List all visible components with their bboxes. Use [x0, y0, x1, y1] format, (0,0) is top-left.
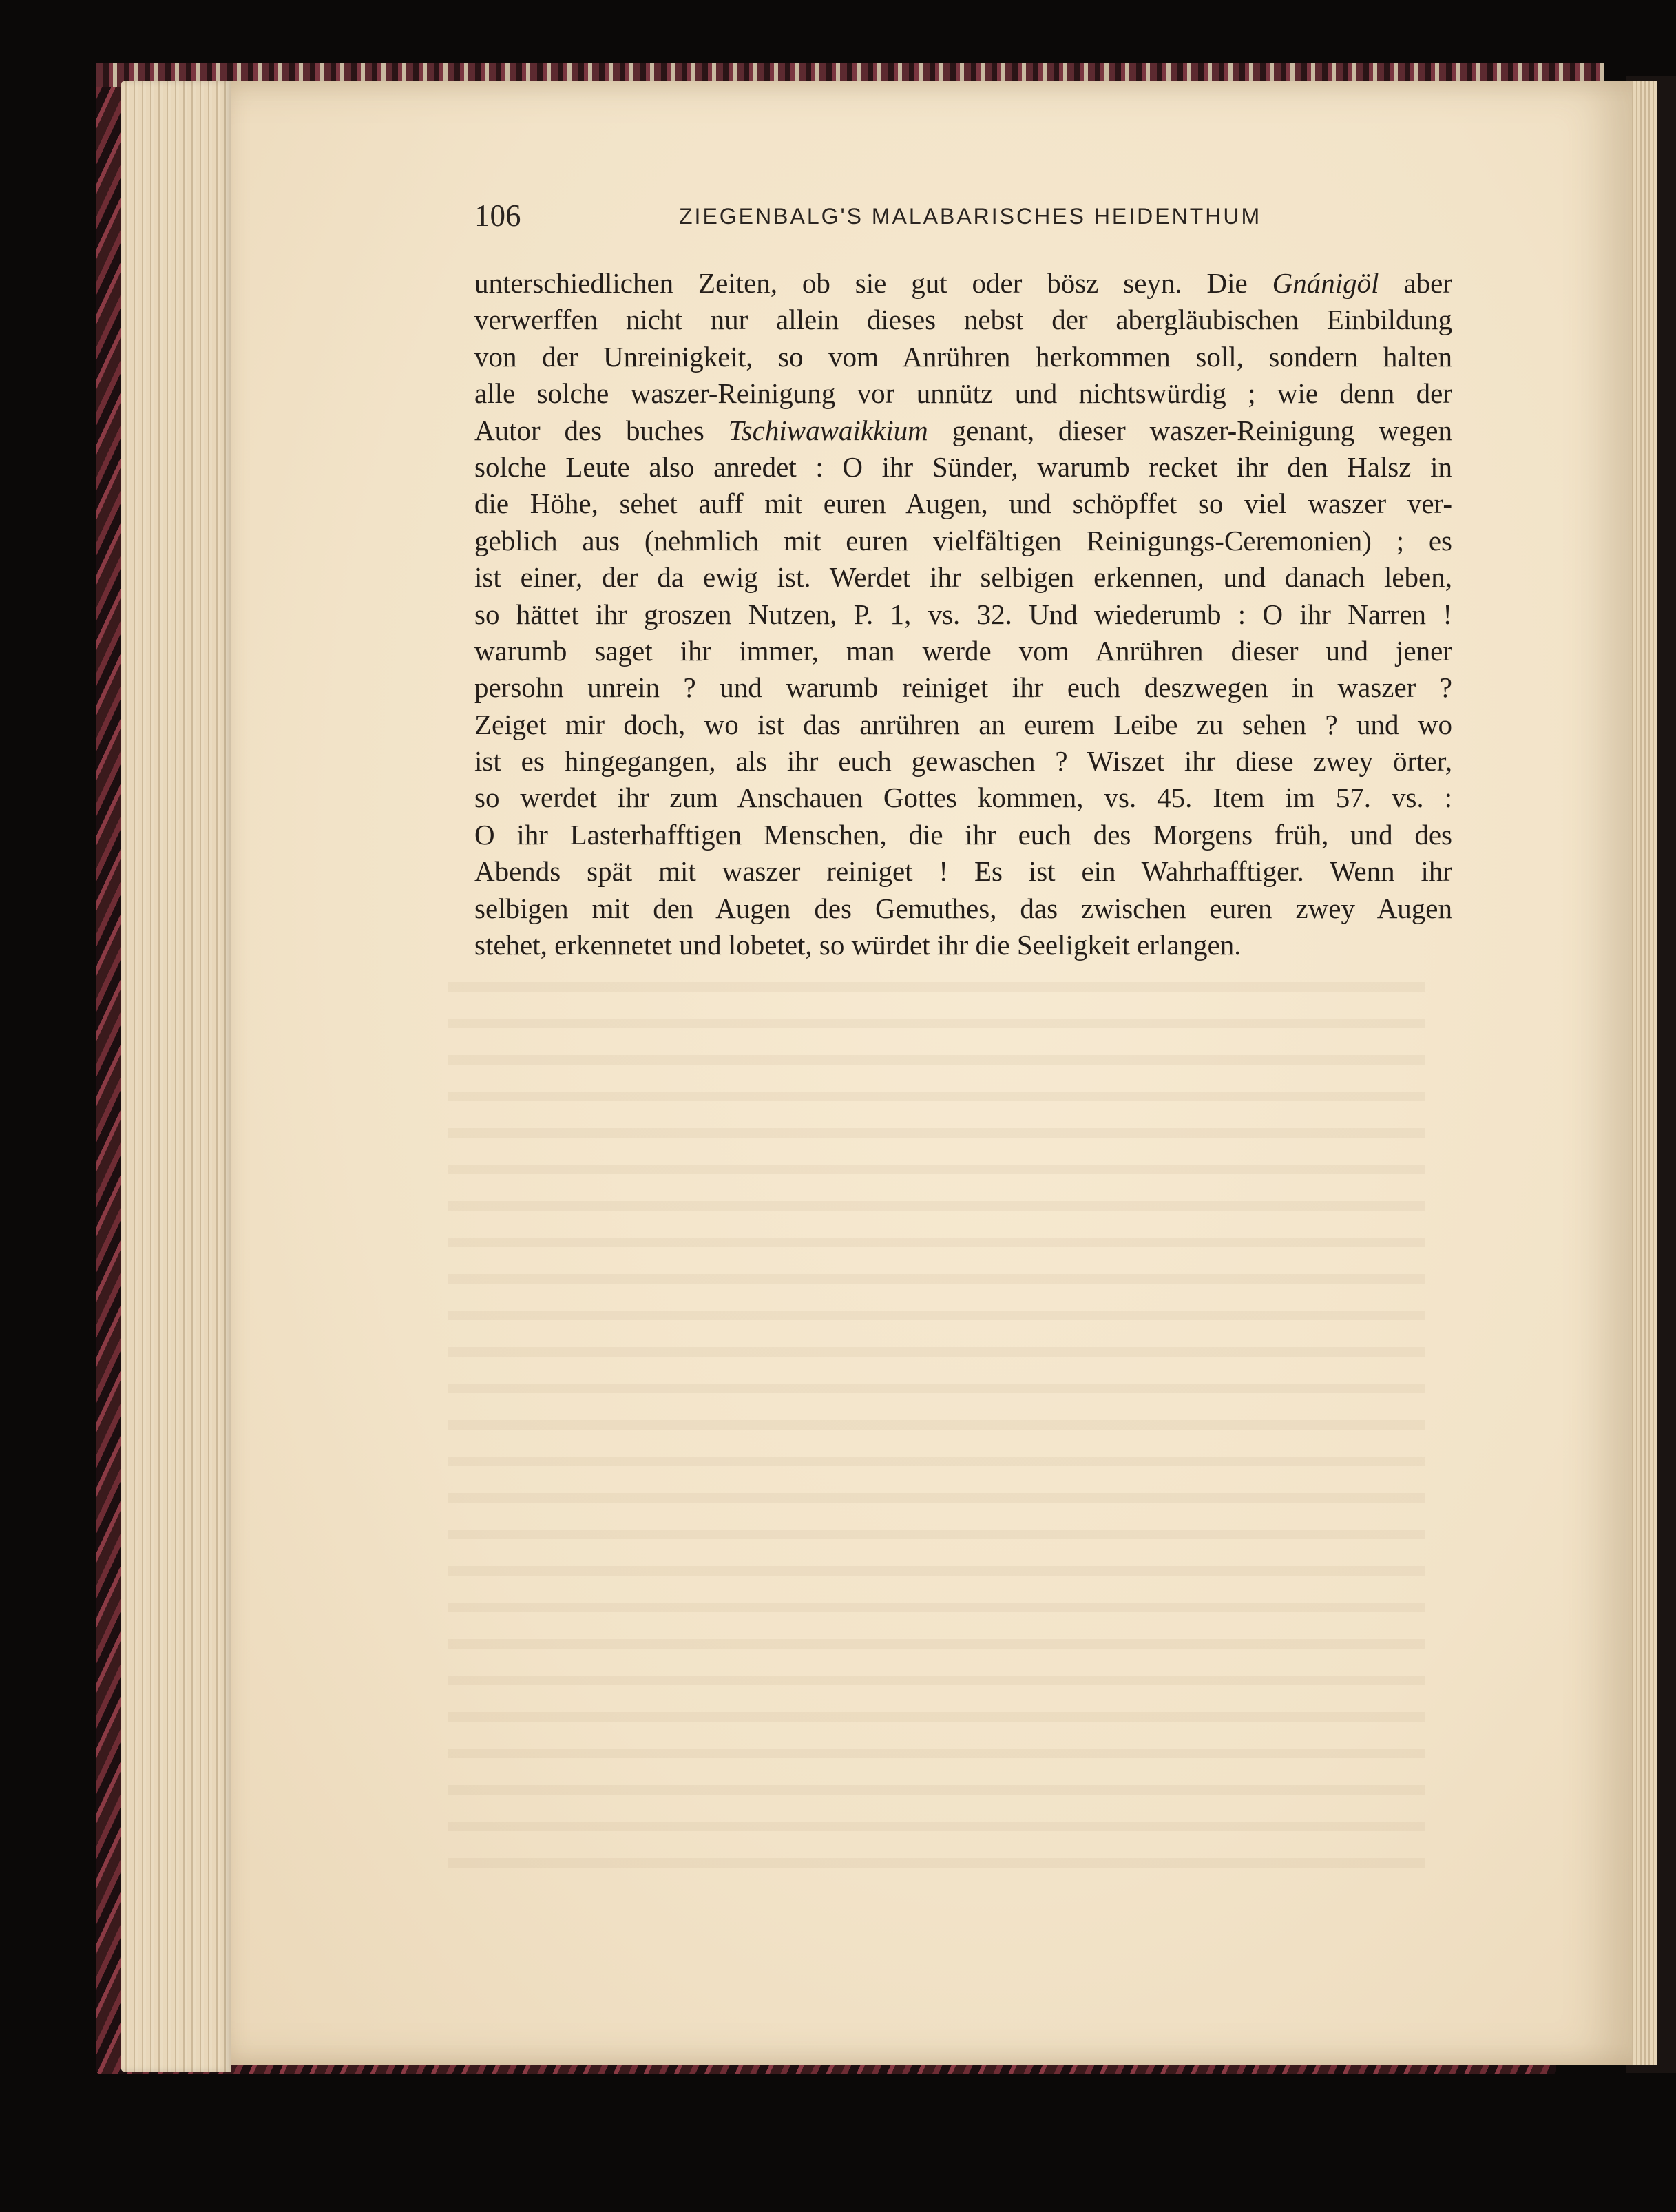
- page-number: 106: [474, 198, 521, 233]
- text-line: ist es hingegangen, als ihr euch gewaschen ? Wiszet ihr diese zwey örter,: [474, 745, 1452, 778]
- page-header: [474, 196, 1266, 238]
- text-run: unterschiedlichen Zeiten, ob sie gut oder bösz seyn. Die: [474, 267, 1272, 299]
- text-run: genant, dieser waszer-Reinigung wegen: [928, 414, 1452, 446]
- italic-term: Gnánigöl: [1272, 267, 1379, 299]
- text-line: ist einer, der da ewig ist. Werdet ihr selbigen erkennen, und danach leben,: [474, 561, 1452, 594]
- text-line: Abends spät mit waszer reiniget ! Es ist ein Wahrhafftiger. Wenn ihr: [474, 855, 1452, 888]
- text-line: alle solche waszer-Reinigung vor unnütz und nichtswürdig ; wie denn der: [474, 377, 1452, 410]
- text-line: Zeiget mir doch, wo ist das anrühren an eurem Leibe zu sehen ? und wo: [474, 708, 1452, 740]
- reverse-page-show-through: [448, 964, 1425, 1880]
- text-line: so hättet ihr groszen Nutzen, P. 1, vs. 32. Und wiederumb : O ihr Narren !: [474, 598, 1452, 630]
- text-line: [474, 265, 1452, 302]
- text-run: aber: [1379, 267, 1452, 299]
- text-line: von der Unreinigkeit, so vom Anrühren herkommen soll, sondern halten: [474, 340, 1452, 373]
- text-line: geblich aus (nehmlich mit euren vielfältigen Reinigungs-Ceremonien) ; es: [474, 524, 1452, 556]
- text-line: verwerffen nicht nur allein dieses nebst der abergläubischen Einbildung: [474, 304, 1452, 336]
- text-line: [474, 413, 1452, 449]
- italic-term: Tschiwawaikkium: [728, 414, 928, 446]
- text-run: Autor des buches: [474, 414, 729, 446]
- text-line: O ihr Lasterhafftigen Menschen, die ihr euch des Morgens früh, und des: [474, 818, 1452, 851]
- text-line: persohn unrein ? und warumb reiniget ihr euch deszwegen in waszer ?: [474, 671, 1452, 704]
- text-line: stehet, erkennetet und lobetet, so würdet ihr die Seeligkeit erlangen.: [474, 929, 1242, 961]
- text-line: so werdet ihr zum Anschauen Gottes kommen, vs. 45. Item im 57. vs. :: [474, 782, 1452, 814]
- text-line: solche Leute also anredet : O ihr Sünder, warumb recket ihr den Halsz in: [474, 450, 1452, 483]
- text-line: die Höhe, sehet auff mit euren Augen, und schöpffet so viel waszer ver-: [474, 488, 1452, 520]
- text-line: warumb saget ihr immer, man werde vom Anrühren dieser und jener: [474, 634, 1452, 667]
- text-line: selbigen mit den Augen des Gemuthes, das zwischen euren zwey Augen: [474, 892, 1452, 924]
- right-page-edges: [1629, 81, 1657, 2065]
- stacked-page-edges: [121, 81, 231, 2072]
- body-text: [474, 265, 1452, 963]
- running-head: ZIEGENBALG'S MALABARISCHES HEIDENTHUM: [679, 204, 1262, 229]
